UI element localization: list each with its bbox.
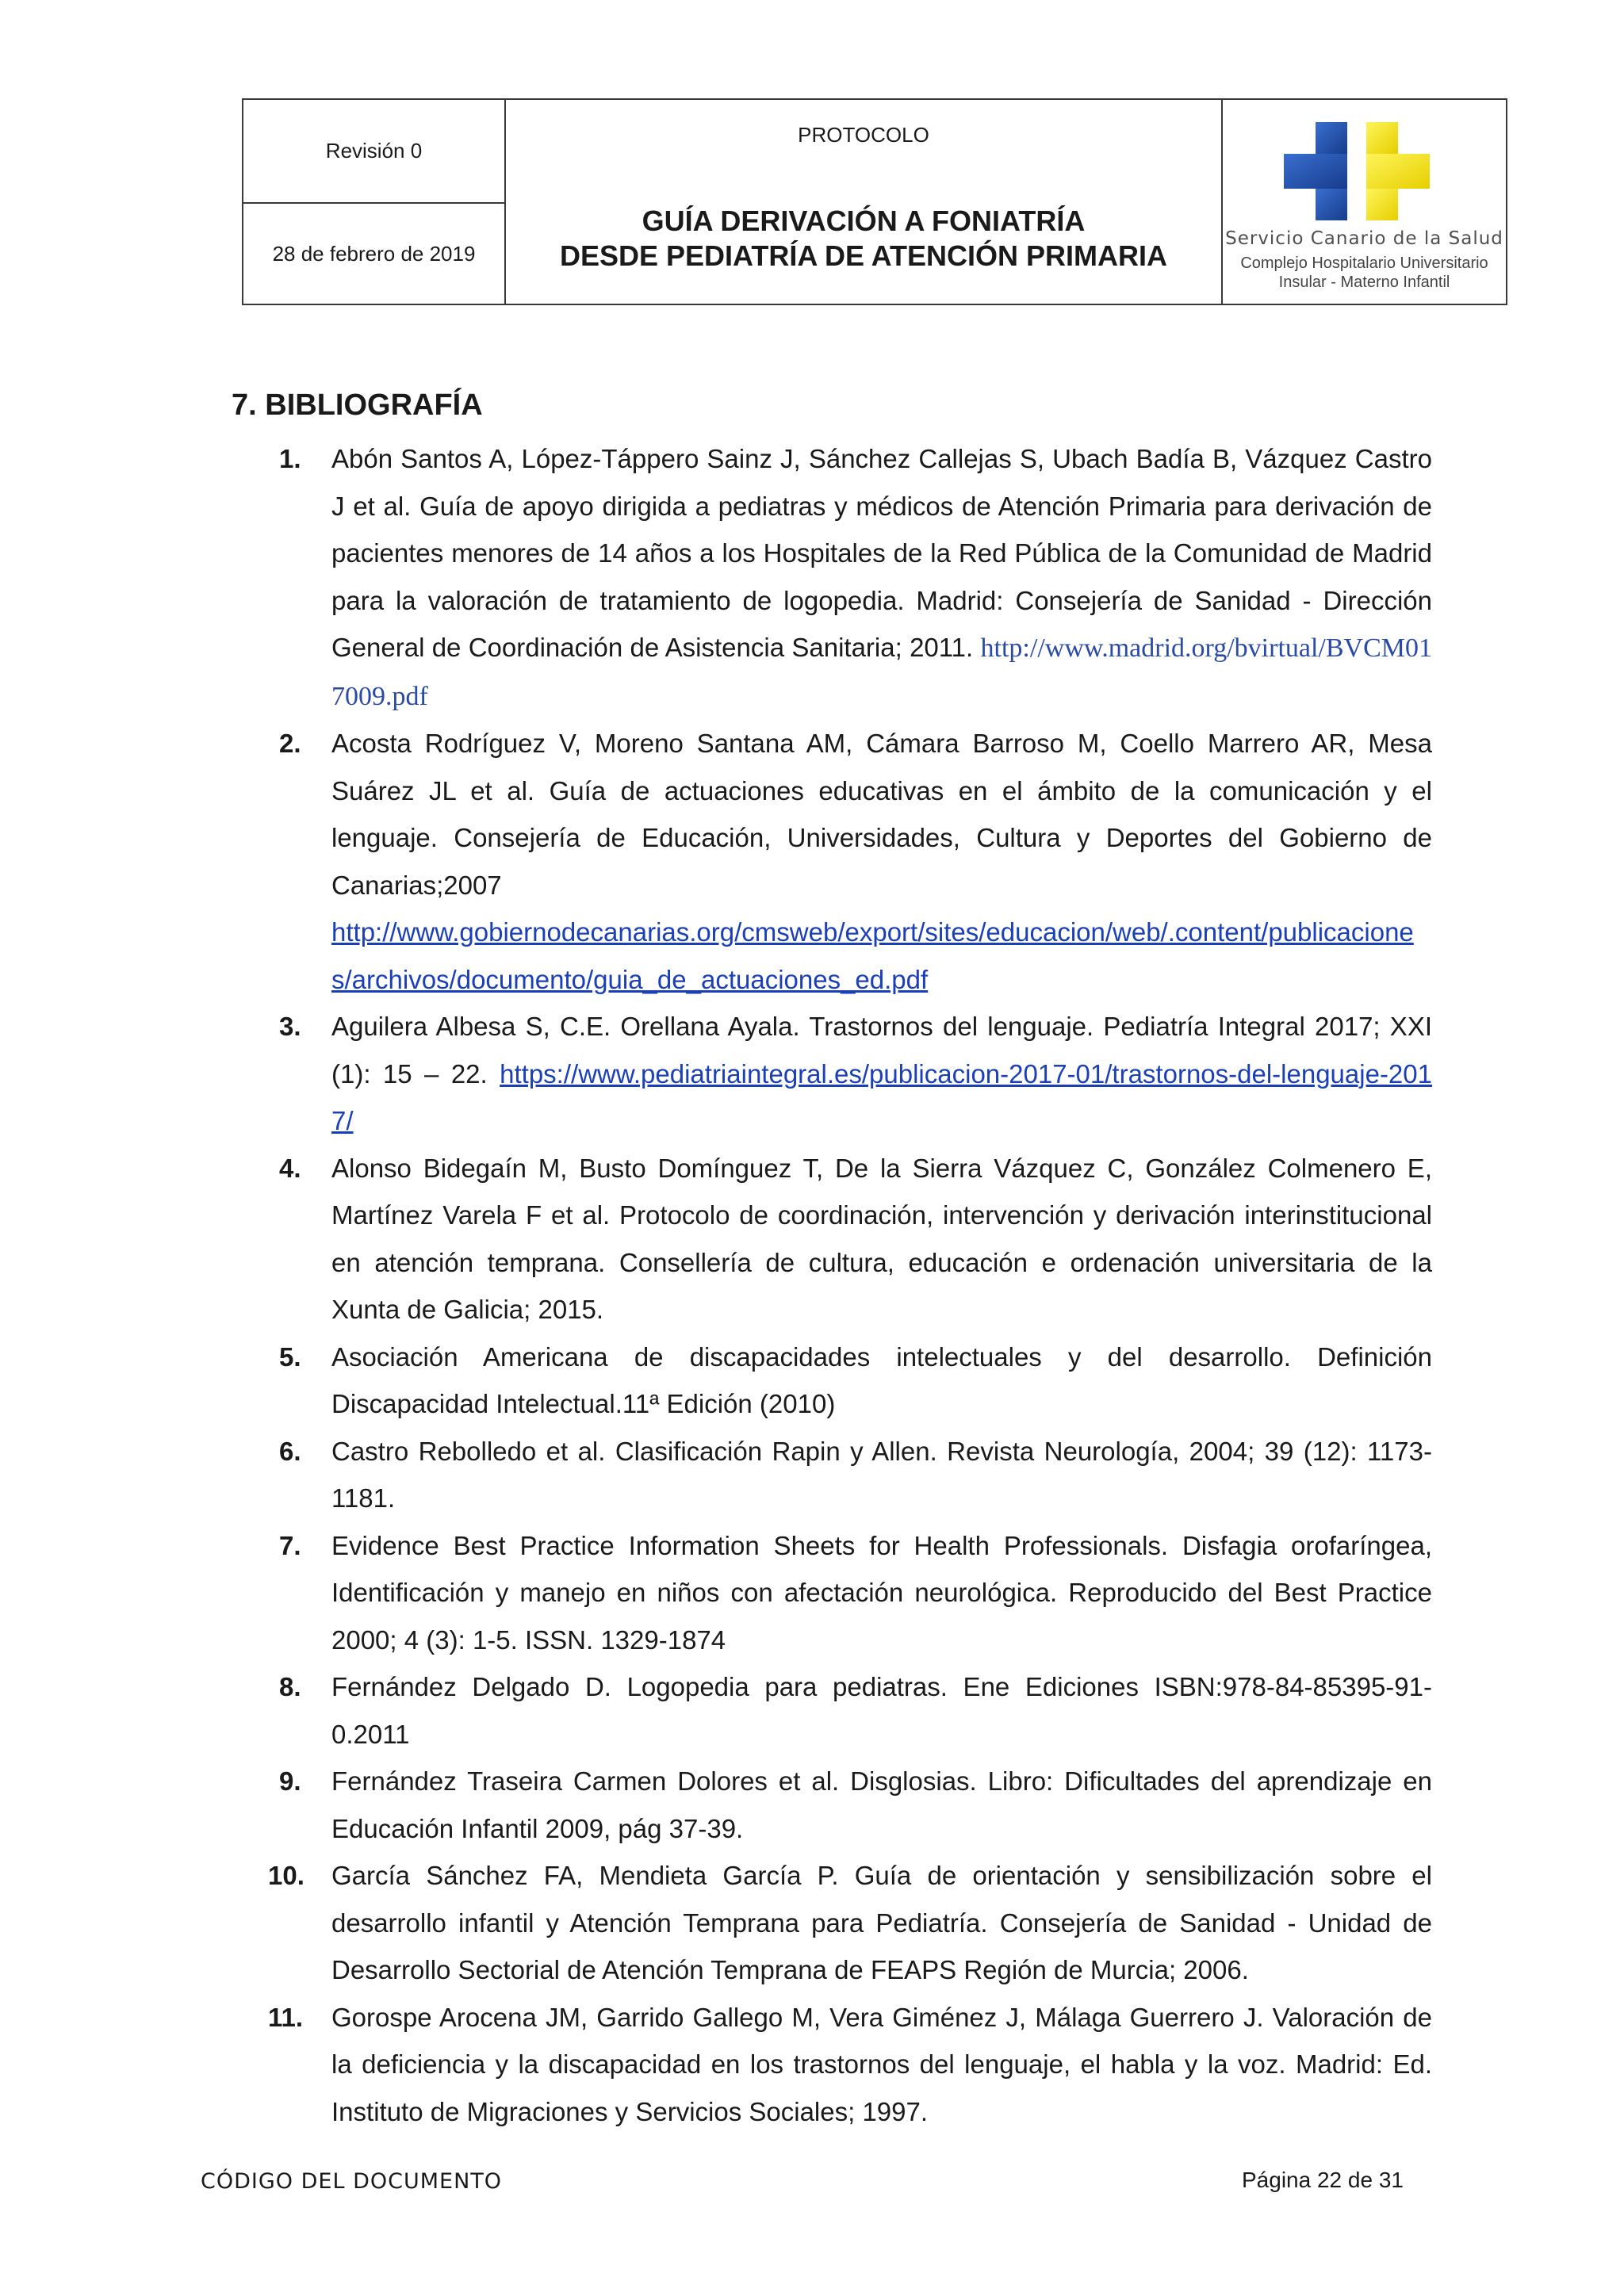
title-line-2: DESDE PEDIATRÍA DE ATENCIÓN PRIMARIA bbox=[559, 239, 1168, 272]
reference-text: Abón Santos A, López-Táppero Sainz J, Sánchez Callejas S, Ubach Badía B, Vázquez Castro J et al. Guía de apoyo dirigida a pediatras y médicos de Atención Primaria para derivación de pacientes menores de 14 años a los Hospitales de la Red Pública de la Comunidad de Madrid para la valoración de tratamiento de logopedia. Madrid: Consejería de Sanidad - Dirección General de Coordinación de Asistencia Sanitaria; 2011. bbox=[331, 444, 1432, 662]
reference-text: Aguilera Albesa S, C.E. Orellana Ayala. Trastornos del lenguaje. Pediatría Integral 2017; XXI (1): 15 – 22. bbox=[331, 1012, 1432, 1089]
document-header bbox=[242, 98, 1507, 305]
revision-label: Revisión 0 bbox=[243, 100, 506, 204]
reference-item bbox=[279, 435, 1432, 720]
reference-item bbox=[279, 1758, 1432, 1852]
reference-text: Gorospe Arocena JM, Garrido Gallego M, Vera Giménez J, Málaga Guerrero J. Valoración de la deficiencia y la discapacidad en los trastornos del lenguaje, el habla y la voz. Madrid: Ed. Instituto de Migraciones y Servicios Sociales; 1997. bbox=[331, 2002, 1432, 2126]
reference-item bbox=[279, 720, 1432, 1003]
section-title: 7. BIBLIOGRAFÍA bbox=[232, 388, 483, 422]
institution-subtitle-1: Complejo Hospitalario Universitario bbox=[1240, 254, 1488, 272]
reference-number: 4. bbox=[279, 1153, 301, 1183]
reference-number: 1. bbox=[279, 444, 301, 473]
reference-number: 6. bbox=[279, 1436, 301, 1466]
reference-text: Fernández Delgado D. Logopedia para pediatras. Ene Ediciones ISBN:978-84-85395-91-0.2011 bbox=[331, 1672, 1432, 1749]
reference-text: Fernández Traseira Carmen Dolores et al. Disglosias. Libro: Dificultades del aprendizaje en Educación Infantil 2009, pág 37-39. bbox=[331, 1766, 1432, 1843]
document-type: PROTOCOLO bbox=[798, 123, 929, 147]
reference-number: 7. bbox=[279, 1530, 301, 1560]
reference-number: 9. bbox=[279, 1766, 301, 1796]
reference-item bbox=[268, 1852, 1432, 1994]
reference-link[interactable]: http://www.madrid.org/bvirtual/BVCM017009.pdf bbox=[331, 633, 1433, 711]
revision-date: 28 de febrero de 2019 bbox=[243, 204, 506, 304]
reference-number: 10. bbox=[268, 1861, 304, 1890]
reference-number: 5. bbox=[279, 1341, 301, 1372]
reference-text: Evidence Best Practice Information Sheets for Health Professionals. Disfagia orofaríngea, Identificación y manejo en niños con afectación neurológica. Reproducido del Best Practice 2000; 4 (3): 1-5. ISSN. 1329-1874 bbox=[331, 1530, 1432, 1655]
reference-text: Castro Rebolledo et al. Clasificación Rapin y Allen. Revista Neurología, 2004; 39 (12): 1173-1181. bbox=[331, 1436, 1432, 1513]
institution-name: Servicio Canario de la Salud bbox=[1225, 228, 1503, 249]
reference-item bbox=[279, 1663, 1432, 1758]
reference-text: Acosta Rodríguez V, Moreno Santana AM, Cámara Barroso M, Coello Marrero AR, Mesa Suárez JL et al. Guía de actuaciones educativas en el ámbito de la comunicación y el lenguaje. Consejería de Educación, Universidades, Cultura y Deportes del Gobierno de Canarias;2007 bbox=[331, 729, 1432, 900]
reference-number: 8. bbox=[279, 1672, 301, 1701]
reference-link[interactable]: https://www.pediatriaintegral.es/publicacion-2017-01/trastornos-del-lenguaje-2017/ bbox=[331, 1058, 1432, 1135]
reference-text: Alonso Bidegaín M, Busto Domínguez T, De la Sierra Vázquez C, González Colmenero E, Martínez Varela F et al. Protocolo de coordinación, intervención y derivación interinstitucional en atención temprana. Consellería de cultura, educación e ordenación universitaria de la Xunta de Galicia; 2015. bbox=[331, 1153, 1432, 1324]
reference-text: Asociación Americana de discapacidades intelectuales y del desarrollo. Definición Discapacidad Intelectual.11ª Edición (2010) bbox=[331, 1341, 1432, 1418]
reference-link[interactable]: http://www.gobiernodecanarias.org/cmsweb/export/sites/educacion/web/.content/publicaciones/archivos/documento/guia_de_actuaciones_ed.pdf bbox=[331, 917, 1414, 994]
document-title bbox=[506, 191, 1221, 286]
reference-item bbox=[268, 1994, 1432, 2136]
document-code-label: CÓDIGO DEL DOCUMENTO bbox=[201, 2169, 503, 2194]
page-number: Página 22 de 31 bbox=[1242, 2168, 1404, 2192]
reference-number: 2. bbox=[279, 729, 301, 758]
reference-item bbox=[279, 1003, 1432, 1145]
title-line-1: GUÍA DERIVACIÓN A FONIATRÍA bbox=[642, 205, 1086, 237]
reference-item bbox=[279, 1428, 1432, 1522]
reference-item bbox=[279, 1145, 1432, 1334]
scs-logo-icon bbox=[1277, 116, 1452, 227]
reference-number: 3. bbox=[279, 1012, 301, 1041]
reference-text: García Sánchez FA, Mendieta García P. Guía de orientación y sensibilización sobre el desarrollo infantil y Atención Temprana para Pediatría. Consejería de Sanidad - Unidad de Desarrollo Sectorial de Atención Temprana de FEAPS Región de Murcia; 2006. bbox=[331, 1861, 1432, 1984]
reference-item bbox=[279, 1334, 1432, 1428]
institution-subtitle-2: Insular - Materno Infantil bbox=[1278, 274, 1450, 291]
reference-item bbox=[279, 1522, 1432, 1664]
bibliography-list bbox=[268, 435, 1433, 2135]
reference-number: 11. bbox=[268, 2002, 304, 2032]
institution-logo-cell bbox=[1221, 100, 1506, 304]
